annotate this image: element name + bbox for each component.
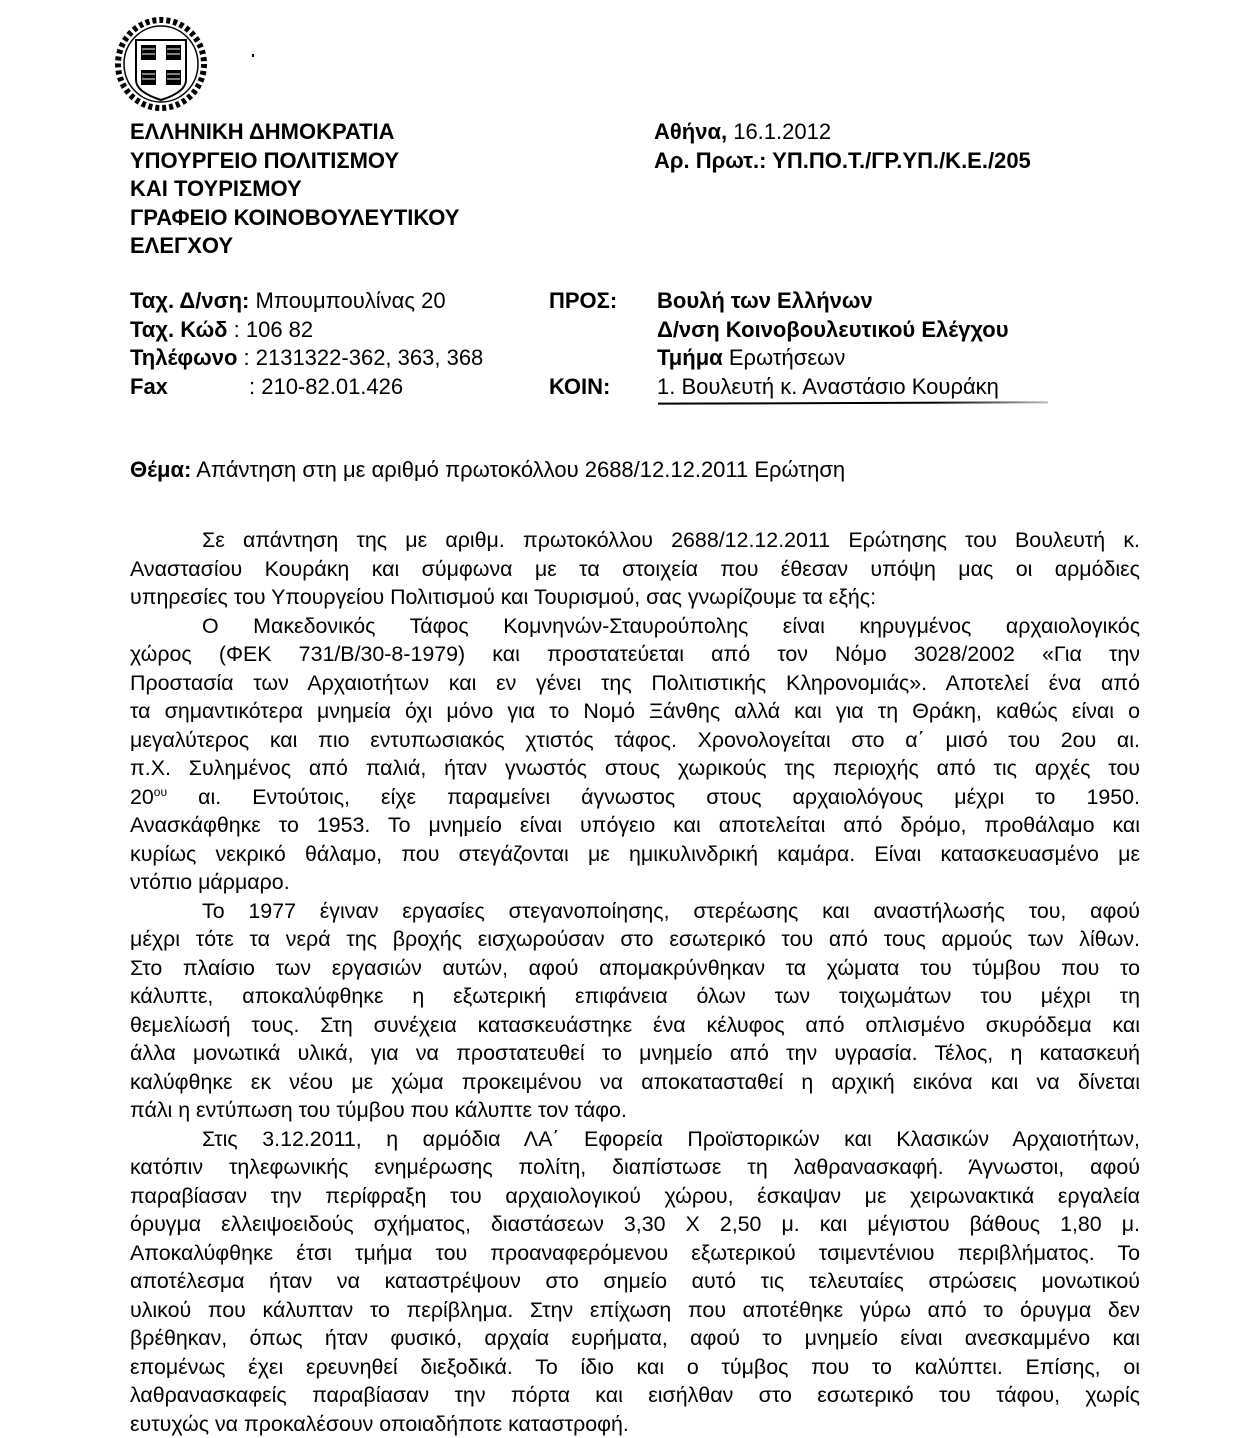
- recipient-line: Δ/νση Κοινοβουλευτικού Ελέγχου: [657, 316, 1009, 345]
- body-line: υπηρεσίες του Υπουργείου Πολιτισμού και Τουρισμού, σας γνωρίζουμε τα εξής:: [130, 583, 1140, 612]
- body-line: Αναστασίου Κουράκη και σύμφωνα με τα στοιχεία που έθεσαν υπόψη μας οι αρμόδιες: [130, 555, 1140, 584]
- body-line: Ανασκάφθηκε το 1953. Το μνημείο είναι υπόγειο και αποτελείται από δρόμο, προθάλαμο και: [130, 811, 1140, 840]
- paragraph-3: [130, 897, 1140, 1125]
- date-protocol-block: [654, 118, 1031, 175]
- fax-label: Fax: [130, 373, 249, 402]
- address-row: [130, 287, 483, 316]
- phone-row: [130, 344, 483, 373]
- body-line: τα σημαντικότερα μνημεία όχι μόνο για το Νομό Ξάνθης αλλά και για τη Θράκη, καθώς είναι ο: [130, 697, 1140, 726]
- protocol-number: ΥΠ.ΠΟ.Τ./ΓΡ.ΥΠ./Κ.Ε./205: [766, 148, 1030, 173]
- body-line: κυρίως νεκρικό θάλαμο, που στεγάζονται με ημικυλινδρική καμάρα. Είναι κατασκευασμένο με: [130, 840, 1140, 869]
- subject-label: Θέμα:: [130, 457, 191, 482]
- paragraph-2: [130, 612, 1140, 897]
- subject-text: Απάντηση στη με αριθμό πρωτοκόλλου 2688/12.12.2011 Ερώτηση: [191, 457, 845, 482]
- recipient-dept: [657, 344, 1009, 373]
- body-line: Το 1977 έγιναν εργασίες στεγανοποίησης, στερέωσης και αναστήλωσής του, αφού: [130, 897, 1140, 926]
- postcode-label: Ταχ. Κώδ: [130, 316, 228, 345]
- body-line: καλύφθηκε εκ νέου με χώμα προκειμένου να αποκατασταθεί η αρχική εικόνα και να δίνεται: [130, 1068, 1140, 1097]
- org-line: ΓΡΑΦΕΙΟ ΚΟΙΝΟΒΟΥΛΕΥΤΙΚΟΥ: [130, 204, 459, 233]
- issuer-organization: [130, 118, 459, 261]
- fax-value: : 210-82.01.426: [249, 374, 403, 399]
- contact-details: [130, 287, 483, 401]
- body-line: Προστασία των Αρχαιοτήτων και εν γένει της Πολιτιστικής Κληρονομιάς». Αποτελεί ένα από: [130, 669, 1140, 698]
- body-line: μέχρι τότε τα νερά της βροχής εισχωρούσαν στο εσωτερικό του από τους αρμούς των λίθων.: [130, 925, 1140, 954]
- scan-speck: [252, 54, 254, 57]
- subject-line: [130, 456, 845, 485]
- body-line: Στο πλαίσιο των εργασιών αυτών, αφού απομακρύνθηκαν τα χώματα του τύμβου που το: [130, 954, 1140, 983]
- body-line: όρυγμα ελλειψοειδούς σχήματος, διαστάσεων 3,30 Χ 2,50 μ. και μέγιστου βάθους 1,80 μ.: [130, 1210, 1140, 1239]
- century-number: 20: [130, 785, 154, 809]
- fax-row: [130, 373, 483, 402]
- body-line: Στις 3.12.2011, η αρμόδια ΛΑ΄ Εφορεία Προϊστορικών και Κλασικών Αρχαιοτήτων,: [130, 1125, 1140, 1154]
- body-text: αι. Εντούτοις, είχε παραμείνει άγνωστος στους αρχαιολόγους μέχρι το 1950.: [167, 785, 1140, 809]
- dept-name: Ερωτήσεων: [723, 345, 846, 370]
- body-line: Σε απάντηση της με αριθμ. πρωτοκόλλου 2688/12.12.2011 Ερώτησης του Βουλευτή κ.: [130, 526, 1140, 555]
- recipient-line: Βουλή των Ελλήνων: [657, 287, 1009, 316]
- phone-value: : 2131322-362, 363, 368: [237, 345, 483, 370]
- body-line: π.Χ. Συλημένος από παλιά, ήταν γνωστός στους χωρικούς της περιοχής από τις αρχές του: [130, 754, 1140, 783]
- cc-label: ΚΟΙΝ:: [549, 373, 610, 402]
- postcode-row: [130, 316, 483, 345]
- protocol-label: Αρ. Πρωτ.:: [654, 148, 766, 173]
- address-value: Μπουμπουλίνας 20: [249, 288, 445, 313]
- dept-label: Τμήμα: [657, 345, 723, 370]
- letter-body: [130, 526, 1140, 1438]
- org-line: ΕΛΛΗΝΙΚΗ ΔΗΜΟΚΡΑΤΙΑ: [130, 118, 459, 147]
- body-line: πάλι η εντύπωση του τύμβου που κάλυπτε τον τάφο.: [130, 1096, 1140, 1125]
- paragraph-1: [130, 526, 1140, 612]
- paragraph-4: [130, 1125, 1140, 1438]
- body-line: υλικού που κάλυπταν το περίβλημα. Στην επίχωση που αποτέθηκε γύρω από το όρυγμα δεν: [130, 1296, 1140, 1325]
- body-line: κάλυπτε, αποκαλύφθηκε η εξωτερική επιφάνεια όλων των τοιχωμάτων του μέχρι τη: [130, 982, 1140, 1011]
- body-line: ευτυχώς να προκαλέσουν οποιαδήποτε καταστροφή.: [130, 1410, 1140, 1438]
- body-line: κατόπιν τηλεφωνικής ενημέρωσης πολίτη, διαπίστωσε τη λαθρανασκαφή. Άγνωστοι, αφού: [130, 1153, 1140, 1182]
- cc-recipient: 1. Βουλευτή κ. Αναστάσιο Κουράκη: [657, 373, 1009, 402]
- body-line: επομένως έχει ερευνηθεί διεξοδικά. Το ίδιο και ο τύμβος που το καλύπτει. Επίσης, οι: [130, 1353, 1140, 1382]
- body-line: άλλα μονωτικά υλικά, για να προστατευθεί το μνημείο από την υγρασία. Τέλος, η κατασκευή: [130, 1039, 1140, 1068]
- recipients-block: [657, 287, 1009, 401]
- phone-label: Τηλέφωνο: [130, 344, 237, 373]
- body-line: θεμελίωσή τους. Στη συνέχεια κατασκευάστηκε ένα κέλυφος από οπλισμένο σκυρόδεμα και: [130, 1011, 1140, 1040]
- date-value: 16.1.2012: [727, 119, 831, 144]
- to-label: ΠΡΟΣ:: [549, 287, 617, 316]
- place-label: Αθήνα,: [654, 119, 727, 144]
- body-line: Αποκαλύφθηκε έτσι τμήμα του προαναφερόμενου εξωτερικού τσιμεντένιου περιβλήματος. Το: [130, 1239, 1140, 1268]
- protocol-line: [654, 147, 1031, 176]
- body-line: λαθρανασκαφείς παραβίασαν την πόρτα και εισήλθαν στο εσωτερικό του τάφου, χωρίς: [130, 1381, 1140, 1410]
- body-line: [130, 783, 1140, 812]
- greek-coat-of-arms-icon: [114, 14, 208, 114]
- body-line: αποτέλεσμα ήταν να καταστρέψουν στο σημείο αυτό τις τελευταίες στρώσεις μονωτικού: [130, 1267, 1140, 1296]
- recipient-underline: [658, 401, 1048, 404]
- org-line: ΕΛΕΓΧΟΥ: [130, 232, 459, 261]
- body-line: παραβίασαν την περίφραξη του αρχαιολογικού χώρου, έσκαψαν με χειρωνακτικά εργαλεία: [130, 1182, 1140, 1211]
- body-line: βρέθηκαν, όπως ήταν φυσικό, αρχαία ευρήματα, αφού το μνημείο είναι ανεσκαμμένο και: [130, 1324, 1140, 1353]
- body-line: χώρος (ΦΕΚ 731/Β/30-8-1979) και προστατεύεται από τον Νόμο 3028/2002 «Για την: [130, 640, 1140, 669]
- body-line: Ο Μακεδονικός Τάφος Κομνηνών-Σταυρούπολης είναι κηρυγμένος αρχαιολογικός: [130, 612, 1140, 641]
- body-line: μεγαλύτερος και πιο εντυπωσιακός χτιστός τάφος. Χρονολογείται στο α΄ μισό του 2ου αι.: [130, 726, 1140, 755]
- org-line: ΥΠΟΥΡΓΕΙΟ ΠΟΛΙΤΙΣΜΟΥ: [130, 147, 459, 176]
- ordinal-suffix: ου: [154, 784, 167, 798]
- postcode-value: : 106 82: [228, 317, 314, 342]
- address-label: Ταχ. Δ/νση:: [130, 287, 249, 316]
- body-line: ντόπιο μάρμαρο.: [130, 868, 1140, 897]
- date-line: [654, 118, 1031, 147]
- org-line: ΚΑΙ ΤΟΥΡΙΣΜΟΥ: [130, 175, 459, 204]
